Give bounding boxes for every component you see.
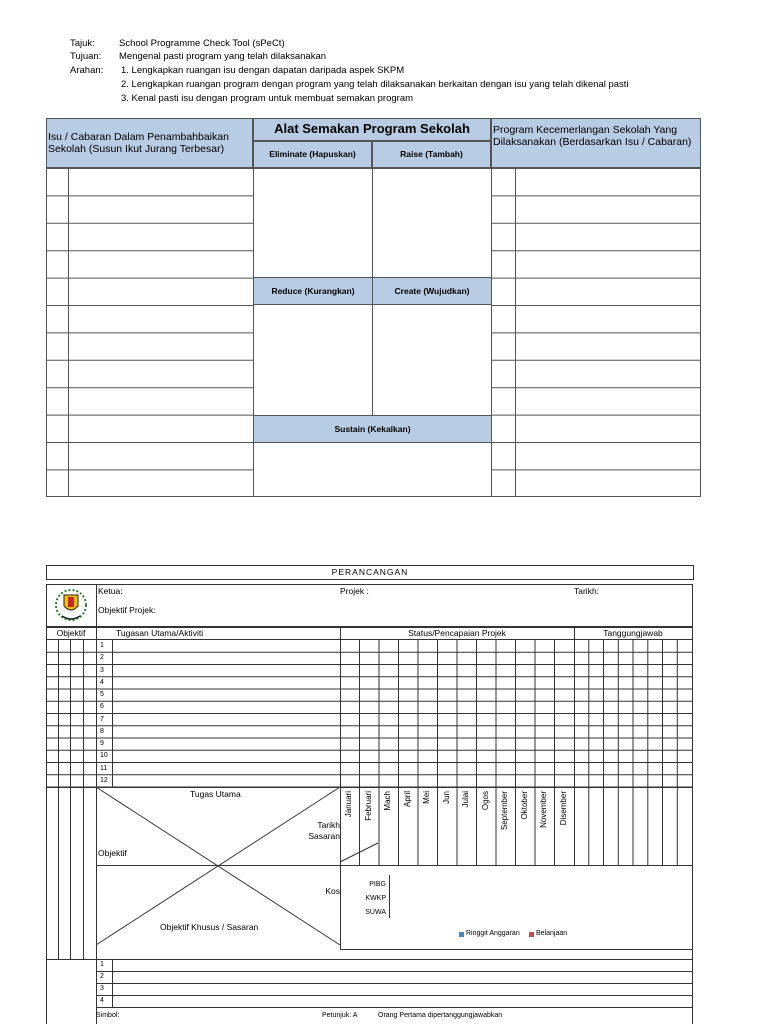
month-label: Mei [422,791,431,804]
perancangan-form [46,565,694,1024]
arahan-item-3: 3. Kenal pasti isu dengan program untuk membuat semakan program [121,93,414,104]
projek-label: Projek : [340,586,369,596]
task-row-number: 8 [100,727,104,735]
petunjuk-desc: Orang Pertama dipertanggungjawabkan [378,1012,503,1019]
kos-item: SUWA [365,909,386,916]
month-label: Julai [461,791,470,808]
objektif-label: Objektif [98,848,127,858]
task-row-number: 5 [100,691,104,698]
kos-legend-list [346,878,386,920]
bottom-row-number: 2 [100,973,104,980]
ketua-label: Ketua: [98,586,123,596]
legend-belanjaan: Belanjaan [536,930,568,937]
tujuan-value: Mengenal pasti program yang telah dilaksanakan [119,51,327,62]
program-header: Program Kecemerlangan Sekolah Yang Dilaksanakan (Berdasarkan Isu / Cabaran) [491,118,701,168]
status-column-header: Status/Pencapaian Projek [408,628,506,638]
perancangan-title: PERANCANGAN [46,565,694,580]
sustain-header: Sustain (Kekalkan) [334,424,411,434]
bottom-row-number: 3 [100,985,104,992]
task-row-number: 4 [100,678,104,686]
kos-label: Kos [325,886,340,896]
eliminate-header: Eliminate (Hapuskan) [253,141,372,168]
simbol-label: Simbol: [96,1012,120,1019]
objektif-projek-label: Objektif Projek: [98,605,156,615]
reduce-header: Reduce (Kurangkan) [271,286,355,296]
task-row-number: 11 [100,764,108,772]
task-row-number: 10 [100,752,108,760]
arahan-item-2: 2. Lengkapkan ruangan program dengan program yang telah dilaksanakan berkaitan dengan isu yang telah dikenal pasti [121,79,629,90]
tugasan-column-header: Tugasan Utama/Aktiviti [116,628,204,638]
month-label: Jun [441,791,451,804]
arahan-item-1: 1. Lengkapkan ruangan isu dengan dapatan daripada aspek SKPM [121,65,405,76]
month-label: Oktober [519,791,529,820]
spect-title: Alat Semakan Program Sekolah [253,118,491,141]
kos-item: PIBG [369,881,386,888]
spect-table [46,118,701,498]
create-header: Create (Wujudkan) [394,286,470,296]
task-row-number: 7 [100,715,104,723]
objektif-column-header: Objektif [56,628,86,638]
tajuk-value: School Programme Check Tool (sPeCt) [119,38,285,49]
task-row-number: 9 [100,740,104,747]
bottom-row-number: 4 [100,997,104,1004]
task-row-number: 1 [100,642,104,649]
arahan-label: Arahan: [70,65,104,76]
tajuk-label: Tajuk: [70,38,95,49]
raise-header: Raise (Tambah) [372,141,491,168]
tarikh-label: Tarikh: [574,586,600,596]
legend-ringgit: Ringgit Anggaran [466,930,520,937]
month-label: November [539,791,548,828]
school-crest-icon [54,586,88,624]
task-row-number: 6 [100,703,104,711]
tujuan-label: Tujuan: [70,51,102,62]
task-row-number: 12 [100,776,108,784]
task-row-number: 2 [100,654,104,662]
tarikh-sasaran-label: Tarikh Sasaran [308,820,340,841]
bottom-row-number: 1 [100,961,104,968]
tanggungjawab-column-header: Tanggungjawab [603,628,663,638]
objektif-khusus-label: Objektif Khusus / Sasaran [160,922,259,932]
month-label: Ogos [480,791,490,811]
task-row-number: 3 [100,666,104,674]
month-label: Februari [363,791,373,821]
month-label: Januari [344,791,353,818]
kos-item: KWKP [365,895,386,902]
month-label: September [500,791,509,831]
petunjuk-label: Petunjuk: A [322,1012,358,1019]
month-label: Disember [558,791,568,826]
isu-header: Isu / Cabaran Dalam Penambahbaikan Sekolah (Susun Ikut Jurang Terbesar) [46,118,253,168]
month-label: April [402,791,412,808]
tugas-utama-label: Tugas Utama [190,789,241,799]
month-label: Mach [383,791,392,811]
